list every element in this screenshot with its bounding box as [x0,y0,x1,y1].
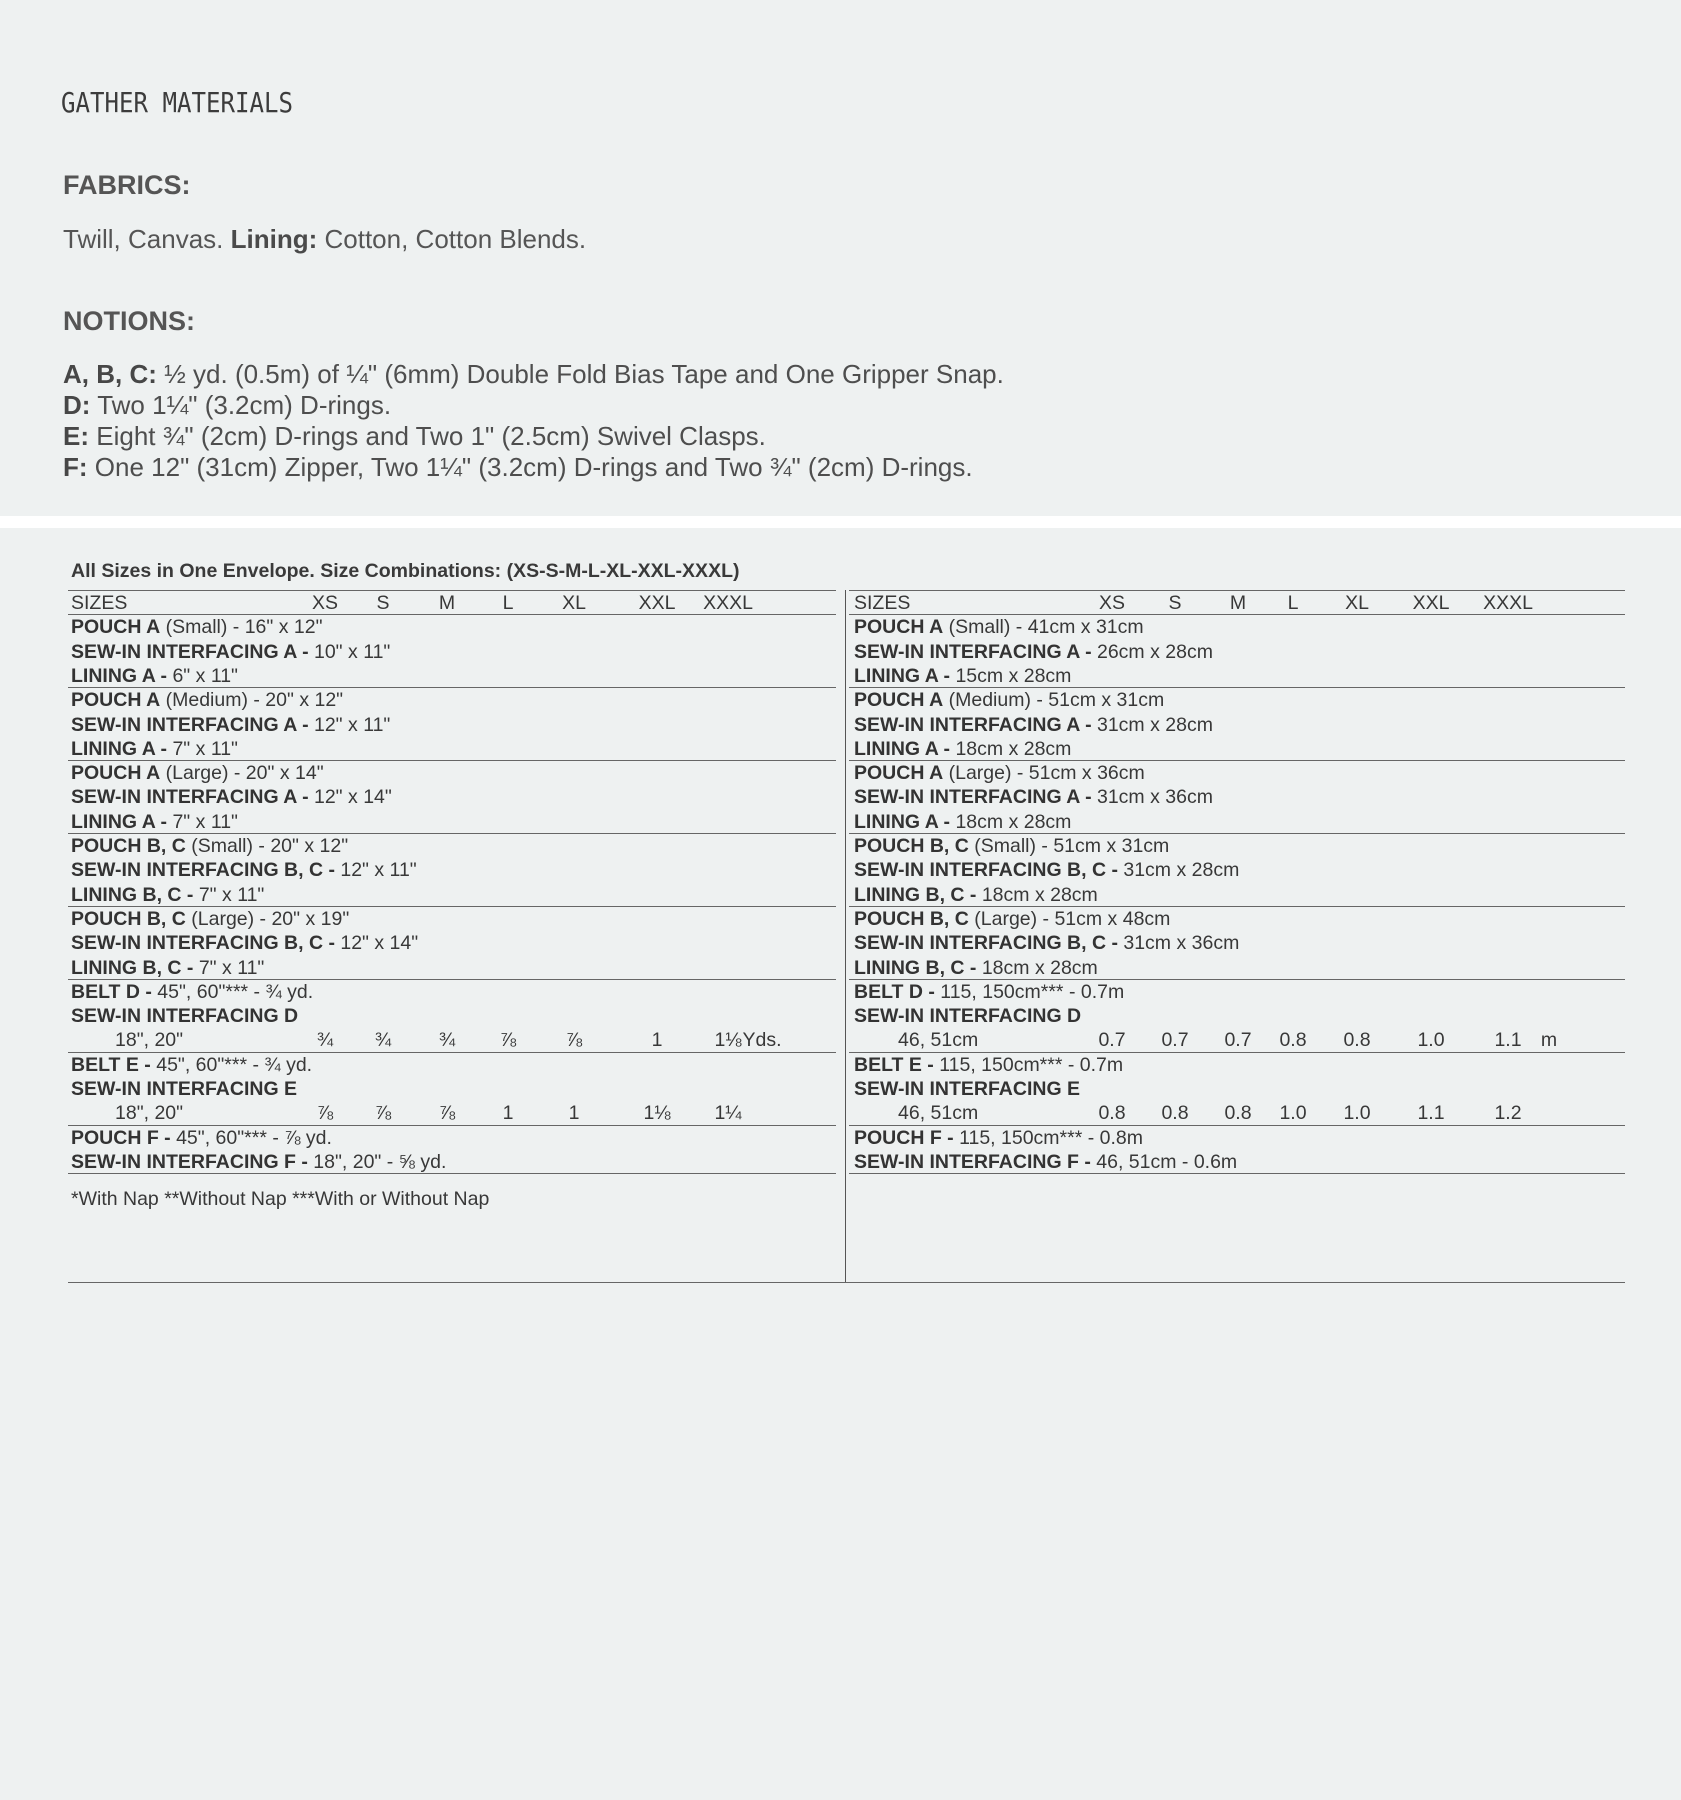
notion-item [63,452,1004,483]
row-label: SEW-IN INTERFACING A - [71,713,309,736]
yardage-value: 1¼ [714,1102,742,1125]
row-label: LINING B, C - [71,883,194,906]
row-text: 12" x 14" [334,932,419,955]
row-label: POUCH A [71,616,161,639]
notion-label: E: [63,421,89,451]
row-label: LINING B, C - [854,883,977,906]
yardage-value: ¾ [438,1029,456,1052]
yardage-value: 0.7 [1161,1029,1189,1052]
size-column-header: M [438,592,456,614]
row-label: SEW-IN INTERFACING A - [71,640,309,663]
row-separator [68,1173,836,1174]
yardage-value: 0.7 [1224,1029,1252,1052]
sizes-label: SIZES [854,592,911,614]
row-text: (Small) - 16" x 12" [160,616,323,639]
yardage-value: ¾ [316,1029,334,1052]
row-label: SEW-IN INTERFACING D [854,1005,1082,1028]
notions-list [63,359,1004,483]
row-text: 7" x 11" [167,810,238,833]
row-label: POUCH A [854,762,944,785]
row-text: (Small) - 20" x 12" [185,835,349,857]
chart-row [854,785,1213,809]
row-text: (Medium) - 20" x 12" [160,689,344,712]
row-text: 6" x 11" [167,664,238,687]
row-label: SEW-IN INTERFACING B, C - [854,859,1118,882]
column-divider [845,590,846,1283]
row-text: 12" x 11" [308,713,391,736]
row-label: LINING A - [854,737,951,760]
chart-row [854,980,1124,1004]
size-column-header: XS [311,592,338,614]
row-label: LINING A - [854,664,951,687]
fabrics-heading: FABRICS: [63,170,191,200]
yardage-value: 1⅛ [643,1102,671,1125]
chart-row [71,1101,183,1125]
size-column-header: XL [562,592,586,614]
notion-item [63,390,1004,421]
row-label: BELT D - [71,980,152,1003]
notion-label: A, B, C: [63,359,157,389]
yardage-value: 1 [502,1102,514,1125]
chart-row [71,907,349,931]
notion-text: ½ yd. (0.5m) of ¼" (6mm) Double Fold Bias Tape and One Gripper Snap. [164,359,1004,389]
section-divider [0,516,1681,528]
row-text: 115, 150cm*** - 0.8m [953,1126,1143,1149]
chart-row [854,1101,978,1125]
row-label: POUCH B, C [854,835,969,857]
notion-text: Eight ¾" (2cm) D-rings and Two 1" (2.5cm) Swivel Clasps. [96,421,766,451]
chart-row [854,1053,1123,1077]
yardage-value: 1.0 [1417,1029,1445,1052]
row-text: (Large) - 51cm x 36cm [943,762,1145,785]
yardage-value: 1.2 [1494,1102,1522,1125]
chart-row [854,834,1169,858]
row-text: 18cm x 28cm [950,810,1072,833]
chart-row [71,810,238,834]
chart-row [854,1004,1081,1028]
row-text: 18cm x 28cm [950,737,1072,760]
chart-row [854,615,1144,639]
row-text: (Medium) - 51cm x 31cm [943,689,1165,712]
chart-row [71,688,343,712]
chart-row [71,664,238,688]
row-text: 45", 60"*** - ¾ yd. [151,980,314,1003]
row-text: (Large) - 20" x 19" [185,907,350,930]
size-chart-title: All Sizes in One Envelope. Size Combinations: (XS-S-M-L-XL-XXL-XXXL) [71,560,740,582]
chart-row [71,713,390,737]
yardage-value: 0.8 [1161,1102,1189,1125]
notion-text: Two 1¼" (3.2cm) D-rings. [97,390,392,420]
chart-row [854,640,1213,664]
row-label: SEW-IN INTERFACING B, C - [71,859,335,882]
size-column-header: XXL [1412,592,1450,614]
size-column-header: XXXL [703,592,753,614]
row-label: SEW-IN INTERFACING F - [854,1150,1091,1173]
row-label: SEW-IN INTERFACING B, C - [71,932,335,955]
row-label: SEW-IN INTERFACING B, C - [854,932,1118,955]
yardage-value: ⅞ [374,1102,392,1125]
yardage-value: 0.7 [1098,1029,1126,1052]
chart-row [71,858,417,882]
yardage-value: ¾ [374,1029,392,1052]
fabrics-text [63,224,586,255]
row-label: BELT D - [854,980,935,1003]
row-label: LINING B, C - [854,956,977,979]
row-label: LINING B, C - [71,956,194,979]
row-label: POUCH A [854,689,944,712]
row-label: LINING A - [854,810,951,833]
unit-label: m [1540,1029,1558,1052]
row-separator [849,1173,1625,1174]
row-label: BELT E - [71,1053,151,1076]
page-title: GATHER MATERIALS [61,86,293,119]
chart-row [854,713,1213,737]
row-text: (Small) - 41cm x 31cm [943,616,1144,639]
row-label: POUCH F - [854,1126,954,1149]
chart-row [71,737,238,761]
row-label: SEW-IN INTERFACING A - [854,713,1092,736]
yardage-value: 1 [651,1029,663,1052]
row-text: 18", 20" [115,1102,184,1125]
notion-text: One 12" (31cm) Zipper, Two 1¼" (3.2cm) D-rings and Two ¾" (2cm) D-rings. [94,452,973,482]
chart-row [854,664,1071,688]
row-text: 45", 60"*** - ⅞ yd. [170,1126,332,1149]
size-column-header: XXL [638,592,676,614]
chart-row [71,980,313,1004]
notion-item [63,359,1004,390]
row-text: 31cm x 36cm [1091,786,1213,809]
chart-row [71,1028,183,1052]
row-label: LINING A - [71,664,168,687]
row-label: POUCH B, C [71,907,186,930]
chart-row [854,858,1239,882]
row-text: 46, 51cm [898,1102,979,1125]
row-text: (Large) - 20" x 14" [160,762,324,785]
row-text: 31cm x 28cm [1117,859,1240,882]
chart-row [71,615,323,639]
yardage-value: 0.8 [1098,1102,1126,1125]
chart-row [71,761,324,785]
sizes-label: SIZES [71,592,128,614]
size-column-header: S [1168,592,1182,614]
row-text: 31cm x 28cm [1091,713,1213,736]
chart-row [854,761,1145,785]
size-column-header: XXXL [1483,592,1533,614]
chart-row [71,785,392,809]
chart-row [854,956,1098,980]
row-label: SEW-IN INTERFACING F - [71,1150,308,1173]
chart-row [71,883,264,907]
yardage-value: 1 [568,1102,580,1125]
notion-item [63,421,1004,452]
chart-row [854,1028,978,1052]
row-label: LINING A - [71,737,168,760]
yardage-value: 1.0 [1343,1102,1371,1125]
yardage-value: 0.8 [1343,1029,1371,1052]
row-text: 15cm x 28cm [950,664,1072,687]
row-text: 18", 20" - ⅝ yd. [307,1150,447,1173]
size-column-header: M [1229,592,1247,614]
fabrics-text-part2: Cotton, Cotton Blends. [324,224,587,254]
row-text: 18", 20" [115,1029,184,1052]
chart-row [71,956,264,980]
yardage-value: ⅞ [438,1102,456,1125]
row-label: POUCH B, C [71,835,186,857]
yardage-value: 0.8 [1279,1029,1307,1052]
row-label: SEW-IN INTERFACING A - [854,786,1092,809]
row-label: POUCH A [71,689,161,712]
chart-row [71,1053,312,1077]
chart-row [854,737,1071,761]
unit-label: Yds. [742,1029,782,1052]
yardage-value: 1.0 [1279,1102,1307,1125]
row-text: 12" x 11" [334,859,417,882]
size-column-header: L [502,592,514,614]
chart-row [854,931,1239,955]
chart-row [854,1126,1143,1150]
yardage-value: 0.8 [1224,1102,1252,1125]
size-column-header: L [1287,592,1299,614]
row-label: BELT E - [854,1053,934,1076]
row-text: 10" x 11" [308,640,391,663]
chart-row [71,1126,332,1150]
row-label: POUCH F - [71,1126,171,1149]
row-text: 115, 150cm*** - 0.7m [934,980,1125,1003]
row-text: 45", 60"*** - ¾ yd. [150,1053,313,1076]
row-text: (Large) - 51cm x 48cm [968,907,1171,930]
chart-bottom-rule [68,1282,1625,1283]
row-label: SEW-IN INTERFACING A - [854,640,1092,663]
yardage-value: 1⅛ [714,1029,742,1052]
row-label: POUCH B, C [854,907,969,930]
chart-row [71,931,418,955]
notion-label: D: [63,390,91,420]
chart-row [71,1077,297,1101]
notions-heading: NOTIONS: [63,306,195,336]
yardage-value: ⅞ [499,1029,517,1052]
yardage-value: ⅞ [316,1102,334,1125]
row-label: POUCH A [71,762,161,785]
yardage-value: 1.1 [1417,1102,1445,1125]
fabrics-text-part1: Twill, Canvas. [63,224,224,254]
chart-row [854,688,1164,712]
row-label: SEW-IN INTERFACING D [71,1005,299,1028]
chart-footnote: *With Nap **Without Nap ***With or Without Nap [71,1188,490,1210]
row-text: 18cm x 28cm [976,956,1098,979]
size-column-header: XS [1098,592,1125,614]
yardage-value: 1.1 [1494,1029,1522,1052]
lining-label: Lining: [230,224,318,254]
row-text: 46, 51cm [898,1029,979,1052]
gather-materials-section [0,0,1681,516]
row-text: 7" x 11" [193,883,265,906]
row-text: 18cm x 28cm [976,883,1098,906]
row-text: 7" x 11" [193,956,265,979]
chart-row [71,640,390,664]
row-label: SEW-IN INTERFACING E [71,1078,298,1100]
size-column-header: S [376,592,390,614]
chart-row [71,834,348,858]
chart-row [854,1077,1080,1101]
size-column-header: XL [1345,592,1369,614]
row-label: POUCH A [854,616,944,639]
row-text: 31cm x 36cm [1117,932,1240,955]
row-label: SEW-IN INTERFACING E [854,1078,1081,1100]
row-text: 115, 150cm*** - 0.7m [933,1053,1124,1076]
row-label: LINING A - [71,810,168,833]
chart-row [854,1150,1237,1174]
row-text: 26cm x 28cm [1091,640,1213,663]
chart-row [71,1150,446,1174]
notion-label: F: [63,452,88,482]
row-label: SEW-IN INTERFACING A - [71,786,309,809]
row-text: (Small) - 51cm x 31cm [968,835,1170,857]
row-text: 7" x 11" [167,737,238,760]
chart-row [854,810,1071,834]
row-text: 12" x 14" [308,786,392,809]
yardage-value: ⅞ [565,1029,583,1052]
chart-row [854,883,1098,907]
row-text: 46, 51cm - 0.6m [1090,1150,1238,1173]
chart-row [854,907,1170,931]
chart-row [71,1004,298,1028]
